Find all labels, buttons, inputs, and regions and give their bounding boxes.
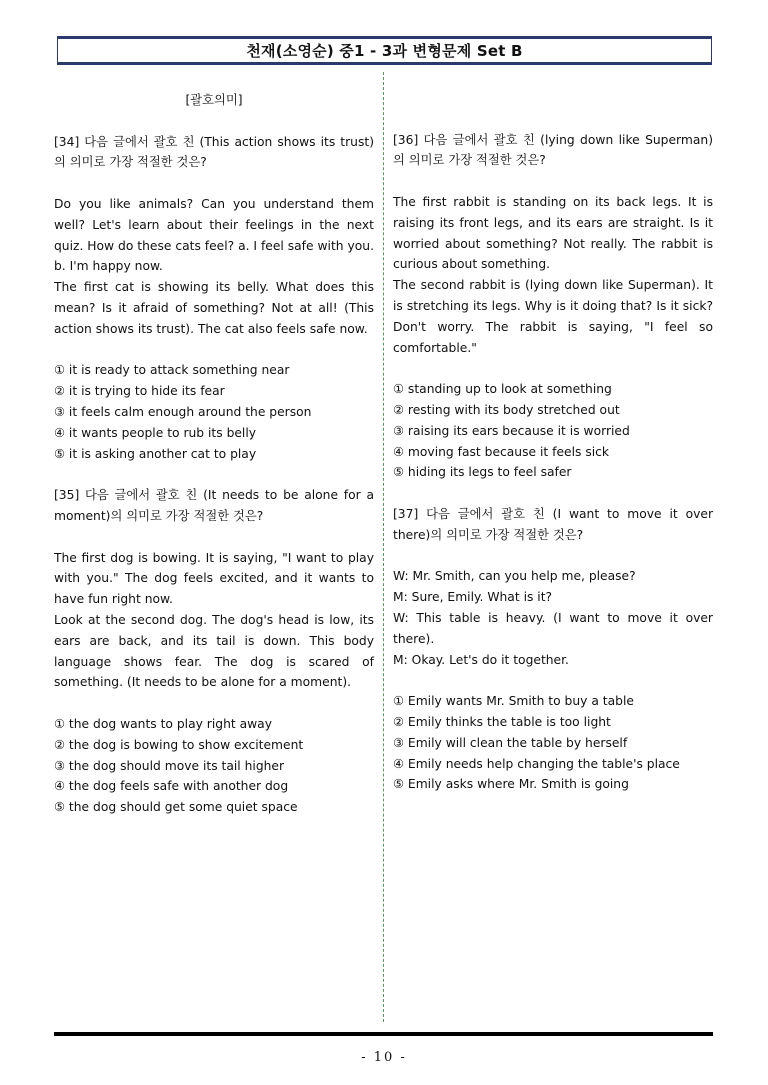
- passage-paragraph: The first dog is bowing. It is saying, "I want to play with you." The dog feels excited, and it wants to have fun right now.: [54, 550, 374, 607]
- question-36: [393, 130, 713, 484]
- question-prompt: [35] 다음 글에서 괄호 친 (It needs to be alone for a moment)의 의미로 가장 적절한 것은?: [54, 488, 374, 523]
- answer-option[interactable]: ⑤ hiding its legs to feel safer: [393, 465, 572, 480]
- section-tag: [괄호의미]: [185, 93, 243, 107]
- dialogue-line: M: Okay. Let's do it together.: [393, 652, 569, 667]
- left-column: [54, 88, 374, 818]
- answer-option[interactable]: ② it is trying to hide its fear: [54, 384, 225, 399]
- answer-option[interactable]: ① the dog wants to play right away: [54, 716, 272, 731]
- answer-option[interactable]: ① standing up to look at something: [393, 382, 612, 397]
- answer-option[interactable]: ⑤ it is asking another cat to play: [54, 446, 257, 461]
- page-title: 천재(소영순) 중1 - 3과 변형문제 Set B: [246, 42, 523, 60]
- answer-option[interactable]: ③ Emily will clean the table by herself: [393, 735, 628, 750]
- dialogue-line: M: Sure, Emily. What is it?: [393, 590, 553, 605]
- right-column: [393, 88, 713, 795]
- passage-paragraph: The second rabbit is (lying down like Superman). It is stretching its legs. Why is it doing that? Is it sick? Don't worry. The rabbit is saying, "I feel so comfortable.": [393, 278, 713, 355]
- answer-option[interactable]: ③ raising its ears because it is worried: [393, 423, 630, 438]
- passage-paragraph: b. I'm happy now.: [54, 259, 163, 274]
- passage-paragraph: Do you like animals? Can you understand them well? Let's learn about their feelings in the next quiz. How do these cats feel? a. I feel safe with you.: [54, 196, 374, 253]
- answer-option[interactable]: ② Emily thinks the table is too light: [393, 714, 611, 729]
- dialogue-line: W: Mr. Smith, can you help me, please?: [393, 569, 636, 584]
- answer-option[interactable]: ② resting with its body stretched out: [393, 402, 620, 417]
- question-34: [54, 132, 374, 465]
- passage-paragraph: The first cat is showing its belly. What does this mean? Is it afraid of something? Not at all! (This action shows its trust). The cat also feels safe now.: [54, 280, 374, 336]
- answer-option[interactable]: ④ Emily needs help changing the table's place: [393, 756, 680, 771]
- answer-option[interactable]: ① it is ready to attack something near: [54, 363, 290, 378]
- answer-option[interactable]: ③ the dog should move its tail higher: [54, 758, 285, 773]
- footer-rule: [54, 1032, 713, 1036]
- passage-paragraph: The first rabbit is standing on its back legs. It is raising its front legs, and its ears are straight. Is it worried about something? Not really. The rabbit is curious about something.: [393, 194, 713, 272]
- answer-option[interactable]: ② the dog is bowing to show excitement: [54, 737, 304, 752]
- answer-option[interactable]: ⑤ Emily asks where Mr. Smith is going: [393, 777, 629, 792]
- page-number: - 10 -: [361, 1050, 407, 1065]
- answer-option[interactable]: ④ the dog feels safe with another dog: [54, 779, 289, 794]
- column-divider: [383, 72, 384, 1022]
- answer-option[interactable]: ④ it wants people to rub its belly: [54, 425, 257, 440]
- passage-paragraph: Look at the second dog. The dog's head is low, its ears are back, and its tail is down. This body language shows fear. The dog is scared of something. (It needs to be alone for a moment).: [54, 612, 374, 690]
- answer-option[interactable]: ③ it feels calm enough around the person: [54, 404, 312, 419]
- question-prompt: [36] 다음 글에서 괄호 친 (lying down like Superman)의 의미로 가장 적절한 것은?: [393, 132, 713, 168]
- question-37: [393, 504, 713, 795]
- answer-option[interactable]: ④ moving fast because it feels sick: [393, 444, 610, 459]
- question-35: [54, 485, 374, 818]
- question-prompt: [37] 다음 글에서 괄호 친 (I want to move it over there)의 의미로 가장 적절한 것은?: [393, 506, 713, 542]
- question-prompt: [34] 다음 글에서 괄호 친 (This action shows its trust)의 의미로 가장 적절한 것은?: [54, 134, 374, 170]
- answer-option[interactable]: ⑤ the dog should get some quiet space: [54, 800, 298, 815]
- header-box: [57, 36, 712, 65]
- dialogue-line: W: This table is heavy. (I want to move it over there).: [393, 610, 713, 646]
- answer-option[interactable]: ① Emily wants Mr. Smith to buy a table: [393, 694, 634, 709]
